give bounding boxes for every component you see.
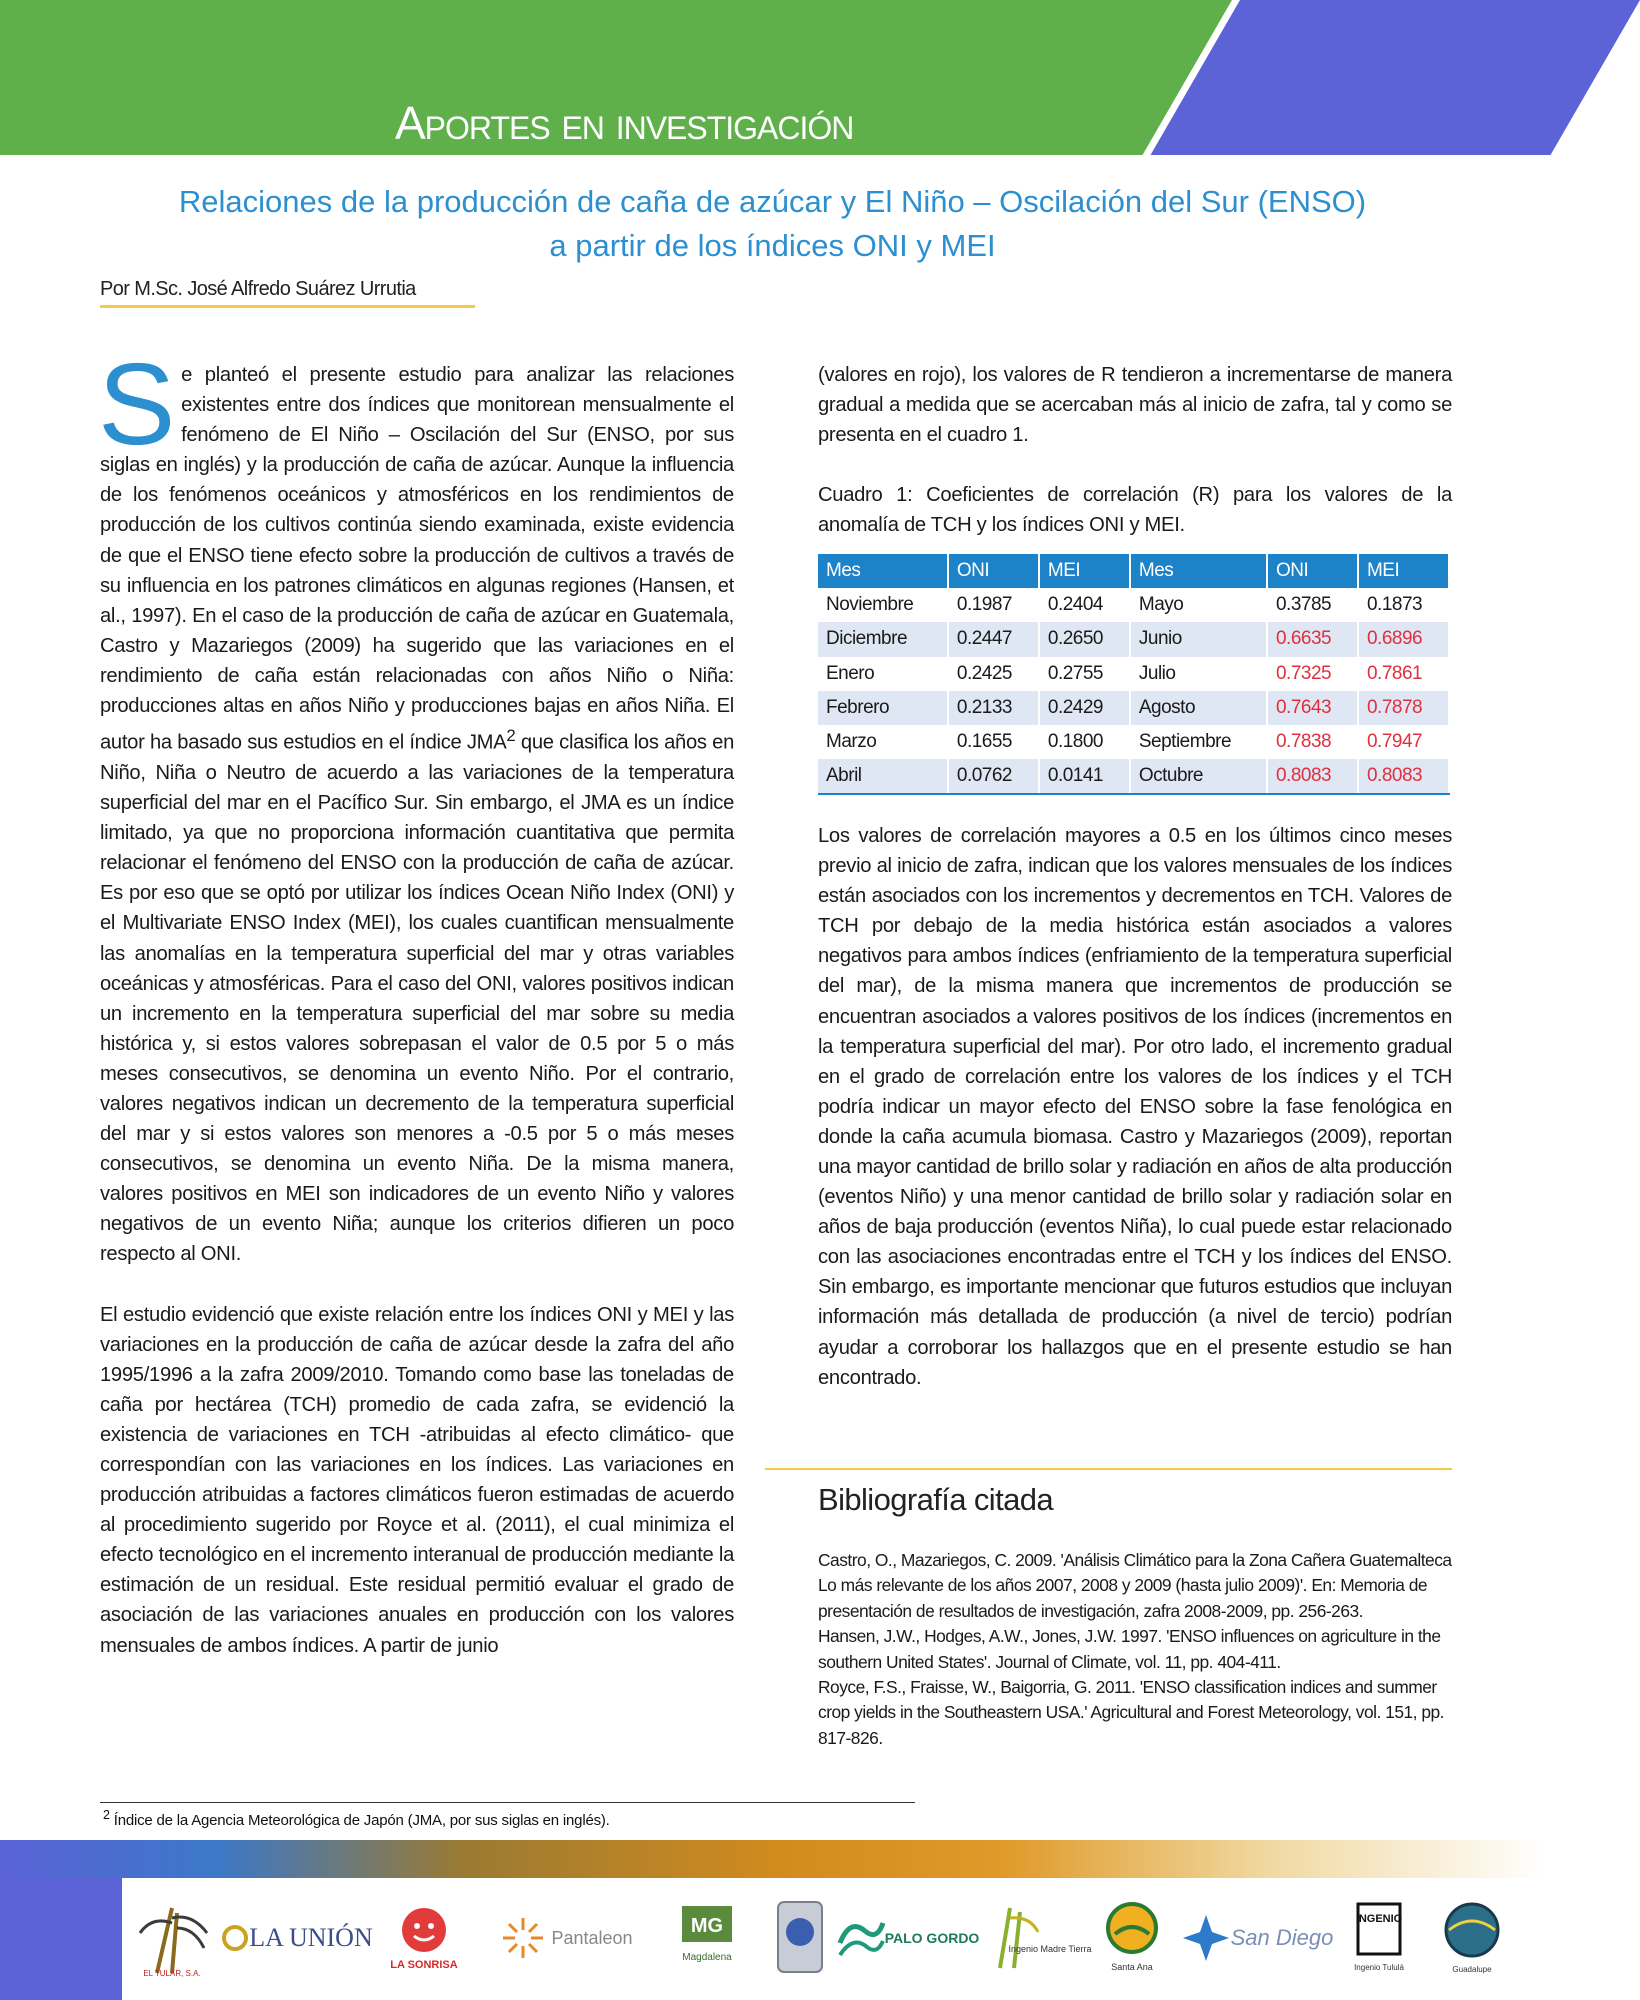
table-row [818, 691, 1449, 725]
table-cell: Abril [818, 759, 948, 794]
table-cell: 0.7838 [1267, 725, 1358, 759]
table-cell: 0.0141 [1039, 759, 1130, 794]
sponsor-logo-magdalena [662, 1898, 752, 1978]
cane-leaf-icon [980, 1898, 1092, 1978]
globe-icon [1427, 1898, 1517, 1978]
sponsor-name: LA SONRISA [390, 1959, 458, 1971]
sponsor-name: Pantaleon [551, 1927, 633, 1948]
wave-swirl-icon [835, 1913, 885, 1963]
sugarcane-icon [132, 1898, 212, 1978]
sponsor-name: Ingenio Tululá [1354, 1963, 1404, 1972]
footnote [103, 1808, 610, 1829]
sponsor-name: Ingenio Madre Tierra [1008, 1944, 1092, 1954]
sponsor-logo-tulula [1344, 1898, 1414, 1978]
table-cell: 0.2425 [948, 657, 1039, 691]
svg-text:MG: MG [690, 1915, 724, 1937]
left-paragraph-1 [98, 339, 734, 1270]
table-cell: 0.7643 [1267, 691, 1358, 725]
star-icon [1181, 1913, 1231, 1963]
bibliography-rule [765, 1468, 1452, 1470]
swirl-icon [221, 1924, 249, 1952]
table-cell: Mayo [1130, 588, 1267, 622]
sponsor-logo-pantaleon [492, 1898, 642, 1978]
sun-badge-icon [1097, 1898, 1167, 1978]
sponsor-logo-madre-tierra [980, 1898, 1092, 1978]
table-cell: 0.1873 [1358, 588, 1449, 622]
author-byline: Por M.Sc. José Alfredo Suárez Urrutia [100, 278, 416, 300]
sponsor-logo-santa-teresa [770, 1898, 830, 1978]
right-paragraph-1: (valores en rojo), los valores de R tendieron a incrementarse de manera gradual a medida que se acercaban más al inicio de zafra, tal y como se presenta en el cuadro 1. [818, 364, 1452, 447]
table-cell: 0.1800 [1039, 725, 1130, 759]
sponsor-logo-guadalupe [1427, 1898, 1517, 1978]
sponsor-name: EL TULAR, S.A. [143, 1969, 201, 1978]
table-header-cell: MEI [1039, 554, 1130, 588]
header-banner [0, 0, 1545, 155]
table-cell: 0.7325 [1267, 657, 1358, 691]
table-row [818, 588, 1449, 622]
sponsor-logos [122, 1878, 1545, 2000]
table-cell: Noviembre [818, 588, 948, 622]
table-cell: Junio [1130, 622, 1267, 656]
left-paragraph-2: El estudio evidenció que existe relación entre los índices ONI y MEI y las variaciones en la producción de caña de azúcar desde la zafra del año 1995/1996 a la zafra 2009/2010. Tomando como base las toneladas de caña por hectárea (TCH) promedio de cada zafra, se evidenció la existencia de variaciones en TCH -atribuidas al efecto climático- que correspondían con las variaciones en los índices. Las variaciones en producción atribuidas a factores climáticos fueron estimadas de acuerdo al procedimiento sugerido por Royce et al. (2011), el cual minimiza el efecto tecnológico en el incremento interanual de producción mediante la estimación de un residual. Este residual permitió evaluar el grado de asociación de las variaciones anuales en producción con los valores mensuales de ambos índices. A partir de junio [100, 1303, 734, 1657]
footnote-ref: 2 [506, 726, 516, 746]
table-cell: 0.2650 [1039, 622, 1130, 656]
table-cell: Julio [1130, 657, 1267, 691]
table-header-cell: Mes [1130, 554, 1267, 588]
sponsor-name: Santa Ana [1111, 1962, 1153, 1972]
left-p1-rest: que clasifica los años en Niño, Niña o Neutro de acuerdo a las variaciones de la temperatura superficial del mar en el Pacífico Sur. Sin embargo, el JMA es un índice limitado, ya que no proporciona información cuantitativa que permita relacionar el fenómeno del ENSO con la producción de caña de azúcar. Es por eso que se optó por utilizar los índices Ocean Niño Index (ONI) y el Multivariate ENSO Index (MEI), los cuales cuantifican mensualmente las anomalías en la temperatura superficial del mar y otras variables oceánicas y atmosféricas. Para el caso del ONI, valores positivos indican un incremento en la temperatura superficial del mar sobre su media histórica y, si estos valores sobrepasan el valor de 0.5 por 5 o más meses consecutivos, se denomina un evento Niño. Por el contrario, valores negativos indican un decremento de la temperatura superficial del mar y si estos valores son menores a -0.5 por 5 o más meses consecutivos, se denomina un evento Niña. De la misma manera, valores positivos en MEI son indicadores de un evento Niño y valores negativos de un evento Niña; aunque los criterios difieren un poco respecto al ONI. [100, 731, 734, 1266]
table-cell: Diciembre [818, 622, 948, 656]
right-column [818, 360, 1452, 1393]
table-caption: Cuadro 1: Coeficientes de correlación (R) para los valores de la anomalía de TCH y los índices ONI y MEI. [818, 484, 1452, 537]
table-cell: 0.6896 [1358, 622, 1449, 656]
article-title [80, 180, 1465, 268]
bibliography-entry: Royce, F.S., Fraisse, W., Baigorria, G. 2011. 'ENSO classification indices and summer crop yields in the Southeastern USA.' Agricultural and Forest Meteorology, vol. 151, pp. 817-826. [818, 1677, 1444, 1748]
svg-text:INGENIO: INGENIO [1355, 1913, 1403, 1925]
sponsor-logo-la-union [227, 1898, 373, 1978]
table-header-cell: Mes [818, 554, 948, 588]
sponsor-name: Guadalupe [1452, 1965, 1492, 1974]
table-cell: Octubre [1130, 759, 1267, 794]
bibliography-list [818, 1548, 1452, 1751]
table-cell: 0.3785 [1267, 588, 1358, 622]
table-cell: Agosto [1130, 691, 1267, 725]
bibliography-title: Bibliografía citada [818, 1482, 1054, 1517]
table-cell: 0.7878 [1358, 691, 1449, 725]
table-row [818, 657, 1449, 691]
table-cell: 0.2404 [1039, 588, 1130, 622]
table-cell: 0.7947 [1358, 725, 1449, 759]
author-underline [100, 305, 475, 308]
table-cell: 0.8083 [1358, 759, 1449, 794]
table-cell: Enero [818, 657, 948, 691]
table-cell: 0.2429 [1039, 691, 1130, 725]
table-header-row [818, 554, 1449, 588]
sponsor-logo-la-sonrisa [384, 1898, 464, 1978]
table-header-cell: MEI [1358, 554, 1449, 588]
article-title-line2: a partir de los índices ONI y MEI [549, 228, 996, 263]
sponsor-logo-palo-gordo [847, 1898, 980, 1978]
sponsor-name: Magdalena [682, 1952, 732, 1963]
table-cell: 0.1987 [948, 588, 1039, 622]
section-title: Aportes en investigación [395, 97, 854, 149]
table-cell: 0.1655 [948, 725, 1039, 759]
bibliography-entry: Hansen, J.W., Hodges, A.W., Jones, J.W. 1997. 'ENSO influences on agriculture in the southern United States'. Journal of Climate, vol. 11, pp. 404-411. [818, 1626, 1441, 1672]
table-cell: 0.2755 [1039, 657, 1130, 691]
table-row [818, 725, 1449, 759]
bibliography-entry: Castro, O., Mazariegos, C. 2009. 'Análisis Climático para la Zona Cañera Guatemalteca Lo más relevante de los años 2007, 2008 y 2009 (hasta julio 2009)'. En: Memoria de presentación de resultados de investigación, zafra 2008-2009, pp. 256-263. [818, 1550, 1452, 1621]
table-cell: 0.8083 [1267, 759, 1358, 794]
dropcap: S [98, 339, 176, 469]
ingenio-mark-icon [1344, 1898, 1414, 1978]
article-title-line1: Relaciones de la producción de caña de azúcar y El Niño – Oscilación del Sur (ENSO) [178, 184, 1367, 219]
table-header-cell: ONI [948, 554, 1039, 588]
table-cell: Septiembre [1130, 725, 1267, 759]
table-row [818, 759, 1449, 794]
sponsor-logo-el-tular [132, 1898, 212, 1978]
left-column [98, 339, 734, 1661]
table-cell: Febrero [818, 691, 948, 725]
table-cell: Marzo [818, 725, 948, 759]
sponsor-name: LA UNIÓN [249, 1923, 373, 1952]
table-body [818, 588, 1449, 794]
table-cell: 0.2447 [948, 622, 1039, 656]
table-cell: 0.7861 [1358, 657, 1449, 691]
left-p1-text: e planteó el presente estudio para analizar las relaciones existentes entre dos índices que monitorean mensualmente el fenómeno de El Niño – Oscilación del Sur (ENSO, por sus siglas en inglés) y la producción de caña de azúcar. Aunque la influencia de los fenómenos oceánicos y atmosféricos en los rendimientos de producción de los cultivos continúa siendo examinada, existe evidencia de que el ENSO tiene efecto sobre la producción de cultivos a través de su influencia en los patrones climáticos en algunas regiones (Hansen, et al., 1997). En el caso de la producción de caña de azúcar en Guatemala, Castro y Mazariegos (2009) ha sugerido que las variaciones en el rendimiento de caña están relacionadas con años Niño o Niña: producciones altas en años Niño y producciones bajas en años Niña. El autor ha basado sus estudios en el índice JMA [100, 364, 734, 754]
sugar-bag-icon [770, 1898, 830, 1978]
footnote-marker: 2 [103, 1808, 110, 1822]
sponsor-logo-san-diego [1182, 1898, 1332, 1978]
sponsor-logo-santa-ana [1097, 1898, 1167, 1978]
correlation-table [818, 554, 1450, 795]
table-header-cell: ONI [1267, 554, 1358, 588]
footnote-rule [100, 1802, 915, 1803]
table-cell: 0.2133 [948, 691, 1039, 725]
footnote-text: Índice de la Agencia Meteorológica de Japón (JMA, por sus siglas en inglés). [109, 1812, 610, 1829]
magdalena-mark-icon [662, 1898, 752, 1978]
sponsor-name: San Diego [1230, 1925, 1334, 1950]
right-paragraph-2: Los valores de correlación mayores a 0.5 en los últimos cinco meses previo al inicio de zafra, indican que los valores mensuales de los índices están asociados con los incrementos y decrementos en TCH. Valores de TCH por debajo de la media histórica están asociados a valores negativos para ambos índices (enfriamiento de la temperatura superficial del mar), de la misma manera que incrementos de producción se encuentran asociados a valores positivos de los índices (incrementos en la temperatura superficial del mar). Por otro lado, el incremento gradual en el grado de correlación entre los valores de los índices y el TCH podría indicar un mayor efecto del ENSO sobre la fase fenológica en donde la caña acumula biomasa. Castro y Mazariegos (2009), reportan una mayor cantidad de brillo solar y radiación en años de alta producción (eventos Niño) y una menor cantidad de brillo solar y radiación solar en años de baja producción (eventos Niña), lo cual puede estar relacionado con las asociaciones encontradas entre el TCH y los índices del ENSO. Sin embargo, es importante mencionar que futuros estudios que incluyan información más detallada de producción (a nivel de tercio) podrían ayudar a corroborar los hallazgos que en el presente estudio se han encontrado. [818, 824, 1452, 1389]
table-row [818, 622, 1449, 656]
footer-blue-block [0, 1878, 122, 2000]
sunburst-icon [501, 1916, 545, 1960]
smile-face-icon [384, 1898, 464, 1978]
footer-gradient-bar [0, 1840, 1545, 1878]
table-cell: 0.6635 [1267, 622, 1358, 656]
table-cell: 0.0762 [948, 759, 1039, 794]
sponsor-name: PALO GORDO [884, 1930, 980, 1946]
